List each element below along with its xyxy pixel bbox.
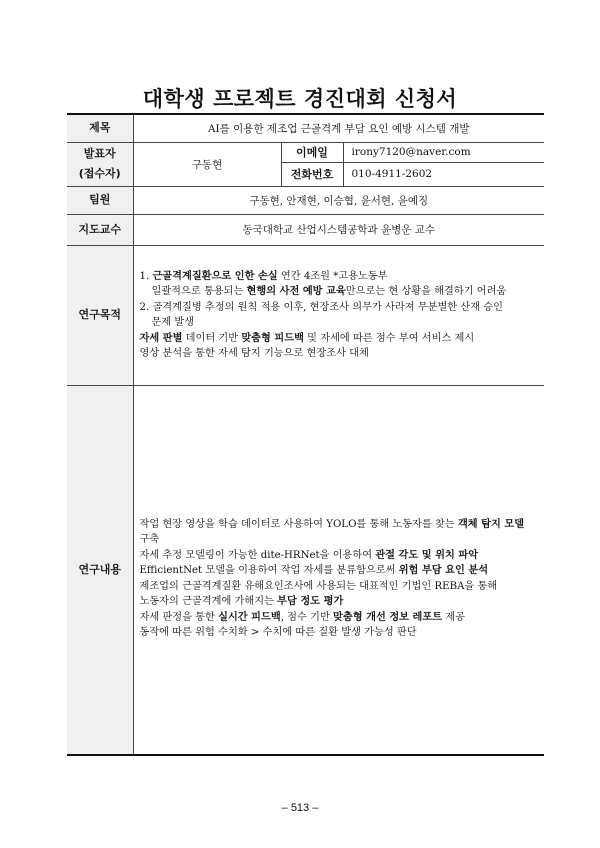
title-row (67, 114, 544, 142)
title-value: AI를 이용한 제조업 근골격계 부담 요인 예방 시스템 개발 (133, 114, 544, 142)
team-row (67, 186, 544, 214)
team-value: 구동현, 안재현, 이승협, 윤서현, 윤예징 (133, 186, 544, 214)
purpose-content (133, 245, 544, 385)
purpose-line: 문제 발생 (151, 317, 195, 328)
content-row (67, 385, 544, 755)
email-value: irony7120@naver.com (343, 142, 544, 162)
application-form-table (67, 113, 544, 756)
content-line: 작업 현장 영상을 학습 데이터로 사용하여 YOLO를 통해 노동자를 찾는 객체 탐지 모델 (139, 517, 525, 530)
phone-value: 010-4911-2602 (343, 162, 544, 186)
content-body (133, 385, 544, 755)
content-label: 연구내용 (67, 385, 133, 755)
content-line: 자세 추정 모델링이 가능한 dite-HRNet을 이용하여 관절 각도 및 위치 파악 (139, 548, 479, 561)
presenter-label (67, 142, 133, 186)
team-label: 팀원 (67, 186, 133, 214)
email-label: 이메일 (281, 142, 343, 162)
content-line: 구축 (139, 534, 160, 546)
advisor-row (67, 214, 544, 245)
content-line: 노동자의 근골격계에 가해지는 부담 정도 평가 (139, 595, 344, 608)
page-number: – 513 – (281, 802, 319, 814)
purpose-line: 2. 골격계질병 추정의 원칙 적용 이후, 현장조사 의무가 사라져 무분별한 산재 승인 (139, 301, 503, 313)
presenter-label-line1: 발표자 (83, 147, 116, 160)
page-title: 대학생 프로젝트 경진대회 신청서 (142, 87, 458, 111)
purpose-line: 자세 판별 데이터 기반 맞춤형 피드백 및 자세에 따른 점수 부여 서비스 제시 (139, 331, 475, 344)
presenter-label-line2: (접수자) (78, 167, 121, 180)
phone-label: 전화번호 (281, 162, 343, 186)
purpose-line: 일괄적으로 통용되는 현행의 사전 예방 교육만으로는 현 상황을 해결하기 어려움 (151, 285, 507, 297)
purpose-line: 영상 분석을 통한 자세 탐지 기능으로 현장조사 대체 (139, 348, 369, 359)
purpose-row (67, 245, 544, 385)
purpose-label: 연구목적 (67, 245, 133, 385)
content-line: 제조업의 근골격계질환 유해요인조사에 사용되는 대표적인 기법인 REBA을 통해 (139, 580, 498, 592)
presenter-email-row (67, 142, 544, 162)
content-line: 동작에 따른 위험 수치화 > 수치에 따른 질환 발생 가능성 판단 (139, 627, 417, 639)
purpose-line: 1. 근골격계질환으로 인한 손실 연간 4조원 *고용노동부 (139, 269, 388, 282)
content-line: 자세 판정을 통한 실시간 피드백, 점수 기반 맞춤형 개선 정보 레포트 제공 (139, 610, 466, 623)
advisor-value: 동국대학교 산업시스템공학과 윤병운 교수 (133, 214, 544, 245)
presenter-name: 구동현 (133, 142, 281, 186)
title-label: 제목 (67, 114, 133, 142)
content-line: EfficientNet 모델을 이용하여 작업 자세를 분류함으로써 위험 부담 요인 분석 (139, 564, 489, 577)
advisor-label: 지도교수 (67, 214, 133, 245)
